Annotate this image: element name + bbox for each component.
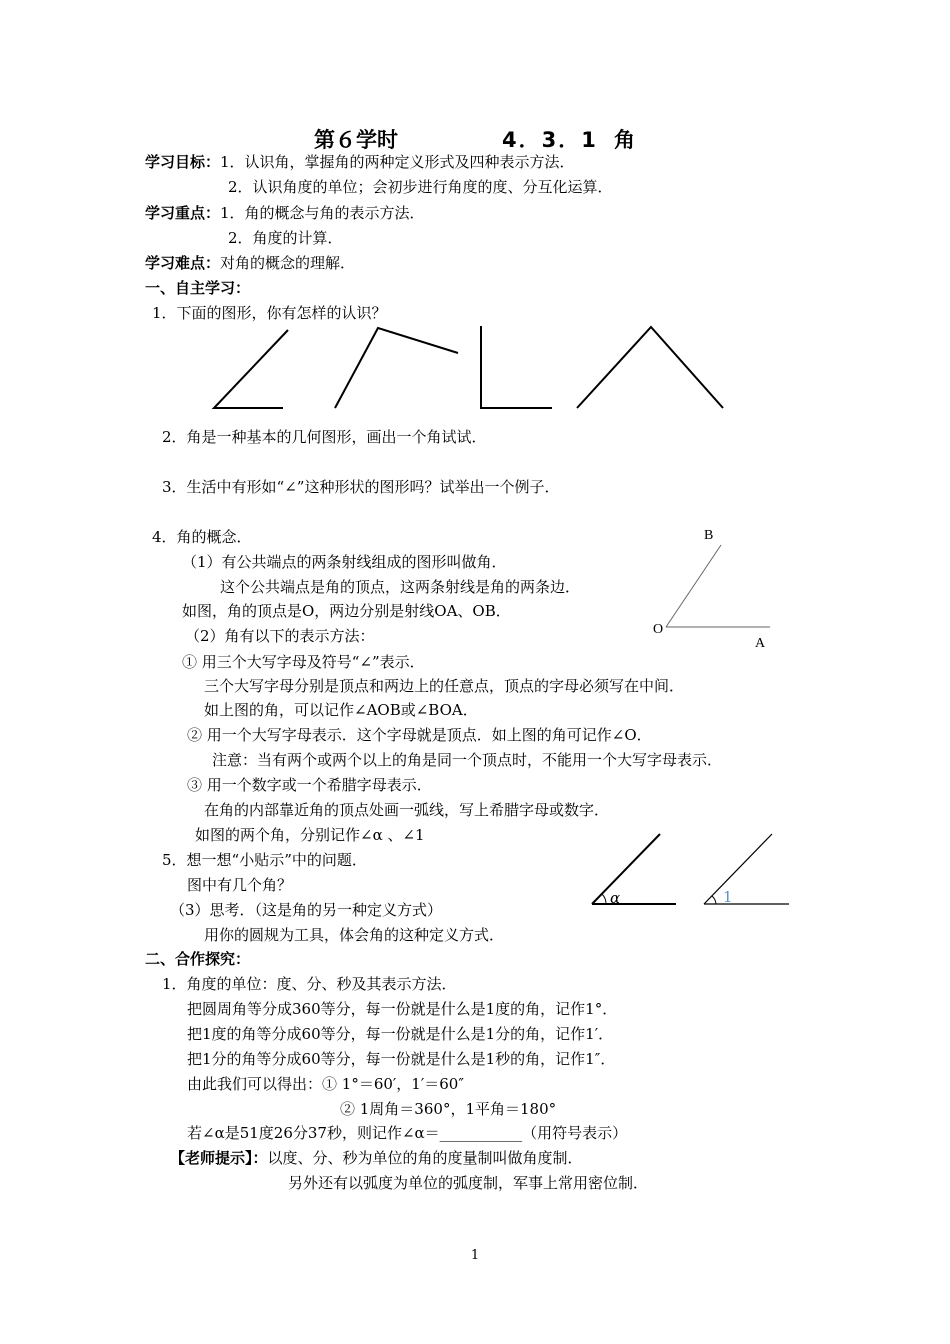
units-degree: 把圆周角等分成360等分，每一份就是什么是1度的角，记作1°． (187, 1000, 618, 1018)
alpha-upper-ray (592, 834, 660, 904)
method-2: ② 用一个大写字母表示．这个字母就是顶点．如上图的角可记作∠O． (187, 726, 652, 744)
label-a: A (755, 636, 766, 651)
topic-title: 角 (614, 128, 635, 152)
question-5: 5．想一想“小贴示”中的问题． (162, 851, 367, 869)
method-3b: 在角的内部靠近角的顶点处画一弧线，写上希腊字母或数字． (204, 801, 610, 819)
page-number: 1 (470, 1248, 480, 1263)
units-second: 把1分的角等分成60等分，每一份就是什么是1秒的角，记作1″． (187, 1050, 616, 1068)
definition-1c: 如图，角的顶点是O，两边分别是射线OA、OB． (182, 602, 511, 620)
part2-heading: 二、合作探究： (145, 950, 251, 968)
think-line-b: 用你的圆规为工具，体会角的这种定义方式． (204, 926, 505, 944)
method-1c: 如上图的角，可以记作∠AOB或∠BOA． (204, 701, 478, 719)
units-heading: 1．角度的单位：度、分、秒及其表示方法． (162, 975, 457, 993)
question-4: 4．角的概念． (152, 528, 252, 546)
definition-1: （1）有公共端点的两条射线组成的图形叫做角． (182, 553, 507, 571)
definition-2: （2）角有以下的表示方法： (185, 627, 375, 645)
part1-heading: 一、自主学习： (145, 279, 251, 297)
method-1b: 三个大写字母分别是顶点和两边上的任意点，顶点的字母必须写在中间． (204, 677, 685, 695)
units-exercise: 若∠α是51度26分37秒，则记作∠α＝___________（用符号表示） (187, 1124, 628, 1142)
goal-item-1: 1．认识角，掌握角的两种定义形式及四种表示方法． (220, 153, 575, 171)
question-1: 1．下面的图形，你有怎样的认识？ (152, 304, 387, 322)
teacher-tip-label: 【老师提示】： (170, 1149, 268, 1167)
goals-label: 学习目标： (145, 153, 221, 171)
question-3: 3．生活中有形如“∠”这种形状的图形吗？试举出一个例子． (162, 478, 560, 496)
units-conclusion-1: 由此我们可以得出：① 1°＝60′，1′＝60″ (187, 1075, 464, 1093)
alpha-label: α (610, 889, 621, 907)
difficulty-text: 对角的概念的理解． (220, 254, 356, 272)
one-arc (712, 896, 716, 904)
alpha-arc (602, 894, 606, 904)
section-number: 4．3．1 (502, 128, 598, 152)
teacher-tip-line-1 (170, 1148, 583, 1168)
definition-1b: 这个公共端点是角的顶点，这两条射线是角的两条边． (220, 578, 581, 596)
teacher-tip-1: 以度、分、秒为单位的角的度量制叫做角度制． (267, 1149, 583, 1167)
question-2: 2．角是一种基本的几何图形，画出一个角试试． (162, 428, 487, 446)
one-upper-ray (704, 834, 772, 904)
keypoint-item-2: 2．角度的计算． (228, 229, 343, 247)
one-label: 1 (723, 888, 733, 906)
method-1: ① 用三个大写字母及符号“∠”表示． (182, 653, 425, 671)
teacher-tip-2: 另外还有以弧度为单位的弧度制，军事上常用密位制． (288, 1174, 649, 1192)
difficulty-label: 学习难点： (145, 254, 221, 272)
label-b: B (704, 528, 714, 543)
units-minute: 把1度的角等分成60等分，每一份就是什么是1分的角，记作1′． (187, 1025, 614, 1043)
keypoints-label: 学习重点： (145, 204, 221, 222)
keypoint-item-1: 1．角的概念与角的表示方法． (220, 204, 425, 222)
method-2b: 注意：当有两个或两个以上的角是同一个顶点时，不能用一个大写字母表示． (212, 751, 723, 769)
goal-item-2: 2．认识角度的单位；会初步进行角度的度、分互化运算． (228, 178, 613, 196)
lesson-label: 第６学时 (314, 128, 398, 152)
method-3c: 如图的两个角，分别记作∠α 、∠1 (195, 826, 425, 844)
method-3: ③ 用一个数字或一个希腊字母表示． (187, 776, 432, 794)
think-line: （3）思考．（这是角的另一种定义方式） (170, 901, 443, 919)
label-o: O (653, 622, 664, 637)
question-5b: 图中有几个角？ (187, 876, 293, 894)
units-conclusion-2: ② 1周角＝360°，1平角＝180° (340, 1100, 557, 1118)
